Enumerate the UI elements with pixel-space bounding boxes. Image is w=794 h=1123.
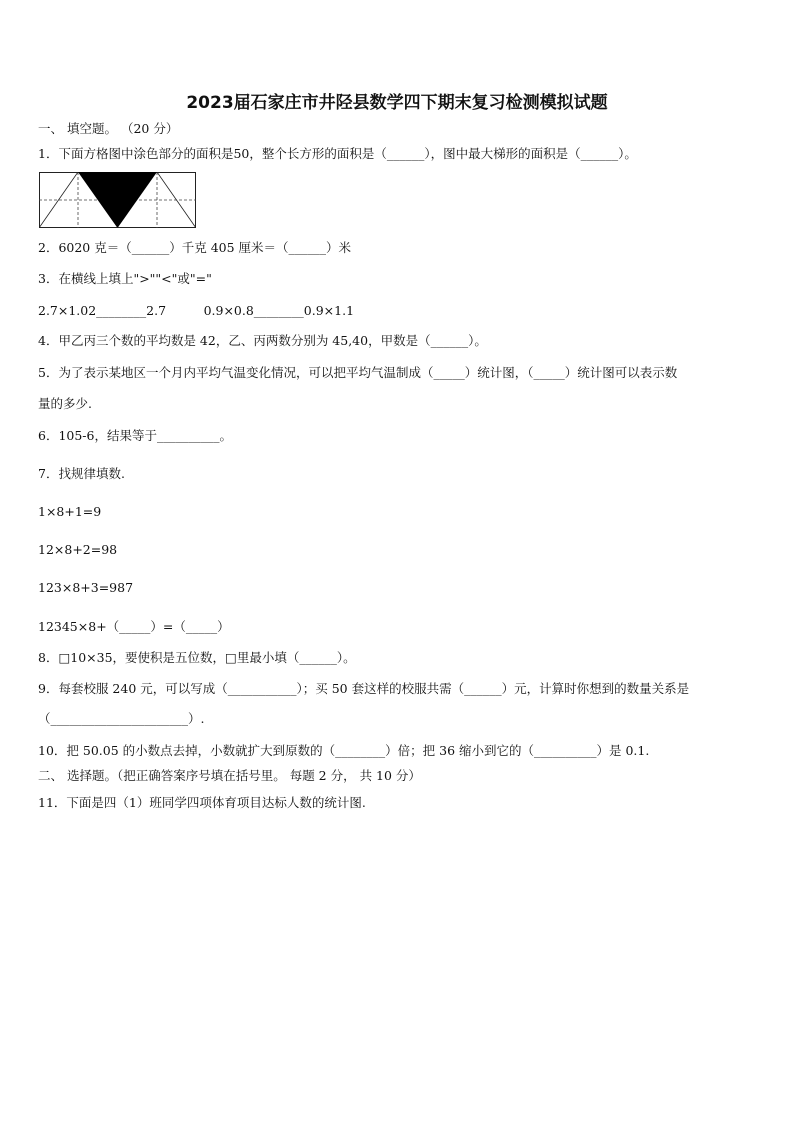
question-3: 3．在横线上填上">""<"或"=": [38, 271, 212, 286]
question-10: 10．把 50.05 的小数点去掉，小数就扩大到原数的（________）倍；把 36 缩小到它的（__________）是 0.1.: [38, 743, 650, 758]
question-5-cont: 量的多少.: [38, 396, 92, 411]
question-7-row-3: 123×8+3=987: [38, 580, 134, 595]
grid-figure: [39, 172, 196, 228]
question-7: 7．找规律填数.: [38, 466, 125, 481]
question-7-row-2: 12×8+2=98: [38, 542, 118, 557]
question-8: 8．□10×35，要使积是五位数，□里最小填（______）。: [38, 650, 356, 665]
question-7-row-4: 12345×8+（_____）=（_____）: [38, 619, 230, 634]
section-1-heading: 一、 填空题。 （20 分）: [38, 121, 179, 136]
question-5: 5．为了表示某地区一个月内平均气温变化情况，可以把平均气温制成（_____）统计图，（_____）统计图可以表示数: [38, 365, 678, 380]
question-11: 11．下面是四（1）班同学四项体育项目达标人数的统计图.: [38, 795, 366, 810]
section-2-heading: 二、 选择题。（把正确答案序号填在括号里。 每题 2 分， 共 10 分）: [38, 768, 421, 783]
question-1: 1．下面方格图中涂色部分的面积是50，整个长方形的面积是（______），图中最大梯形的面积是（______）。: [38, 146, 637, 161]
question-2: 2．6020 克＝（______）千克 405 厘米＝（______）米: [38, 240, 352, 255]
question-9: 9．每套校服 240 元，可以写成（___________）；买 50 套这样的校服共需（______）元，计算时你想到的数量关系是: [38, 681, 690, 696]
question-3-items: 2.7×1.02________2.7 0.9×0.8________0.9×1.1: [38, 303, 355, 318]
question-4: 4．甲乙丙三个数的平均数是 42，乙、丙两数分别为 45,40，甲数是（______）。: [38, 333, 487, 348]
question-6: 6．105-6，结果等于__________。: [38, 428, 232, 443]
question-9-cont: （______________________）.: [38, 711, 205, 726]
page-title: 2023届石家庄市井陉县数学四下期末复习检测模拟试题: [186, 93, 608, 113]
question-7-row-1: 1×8+1=9: [38, 504, 102, 519]
